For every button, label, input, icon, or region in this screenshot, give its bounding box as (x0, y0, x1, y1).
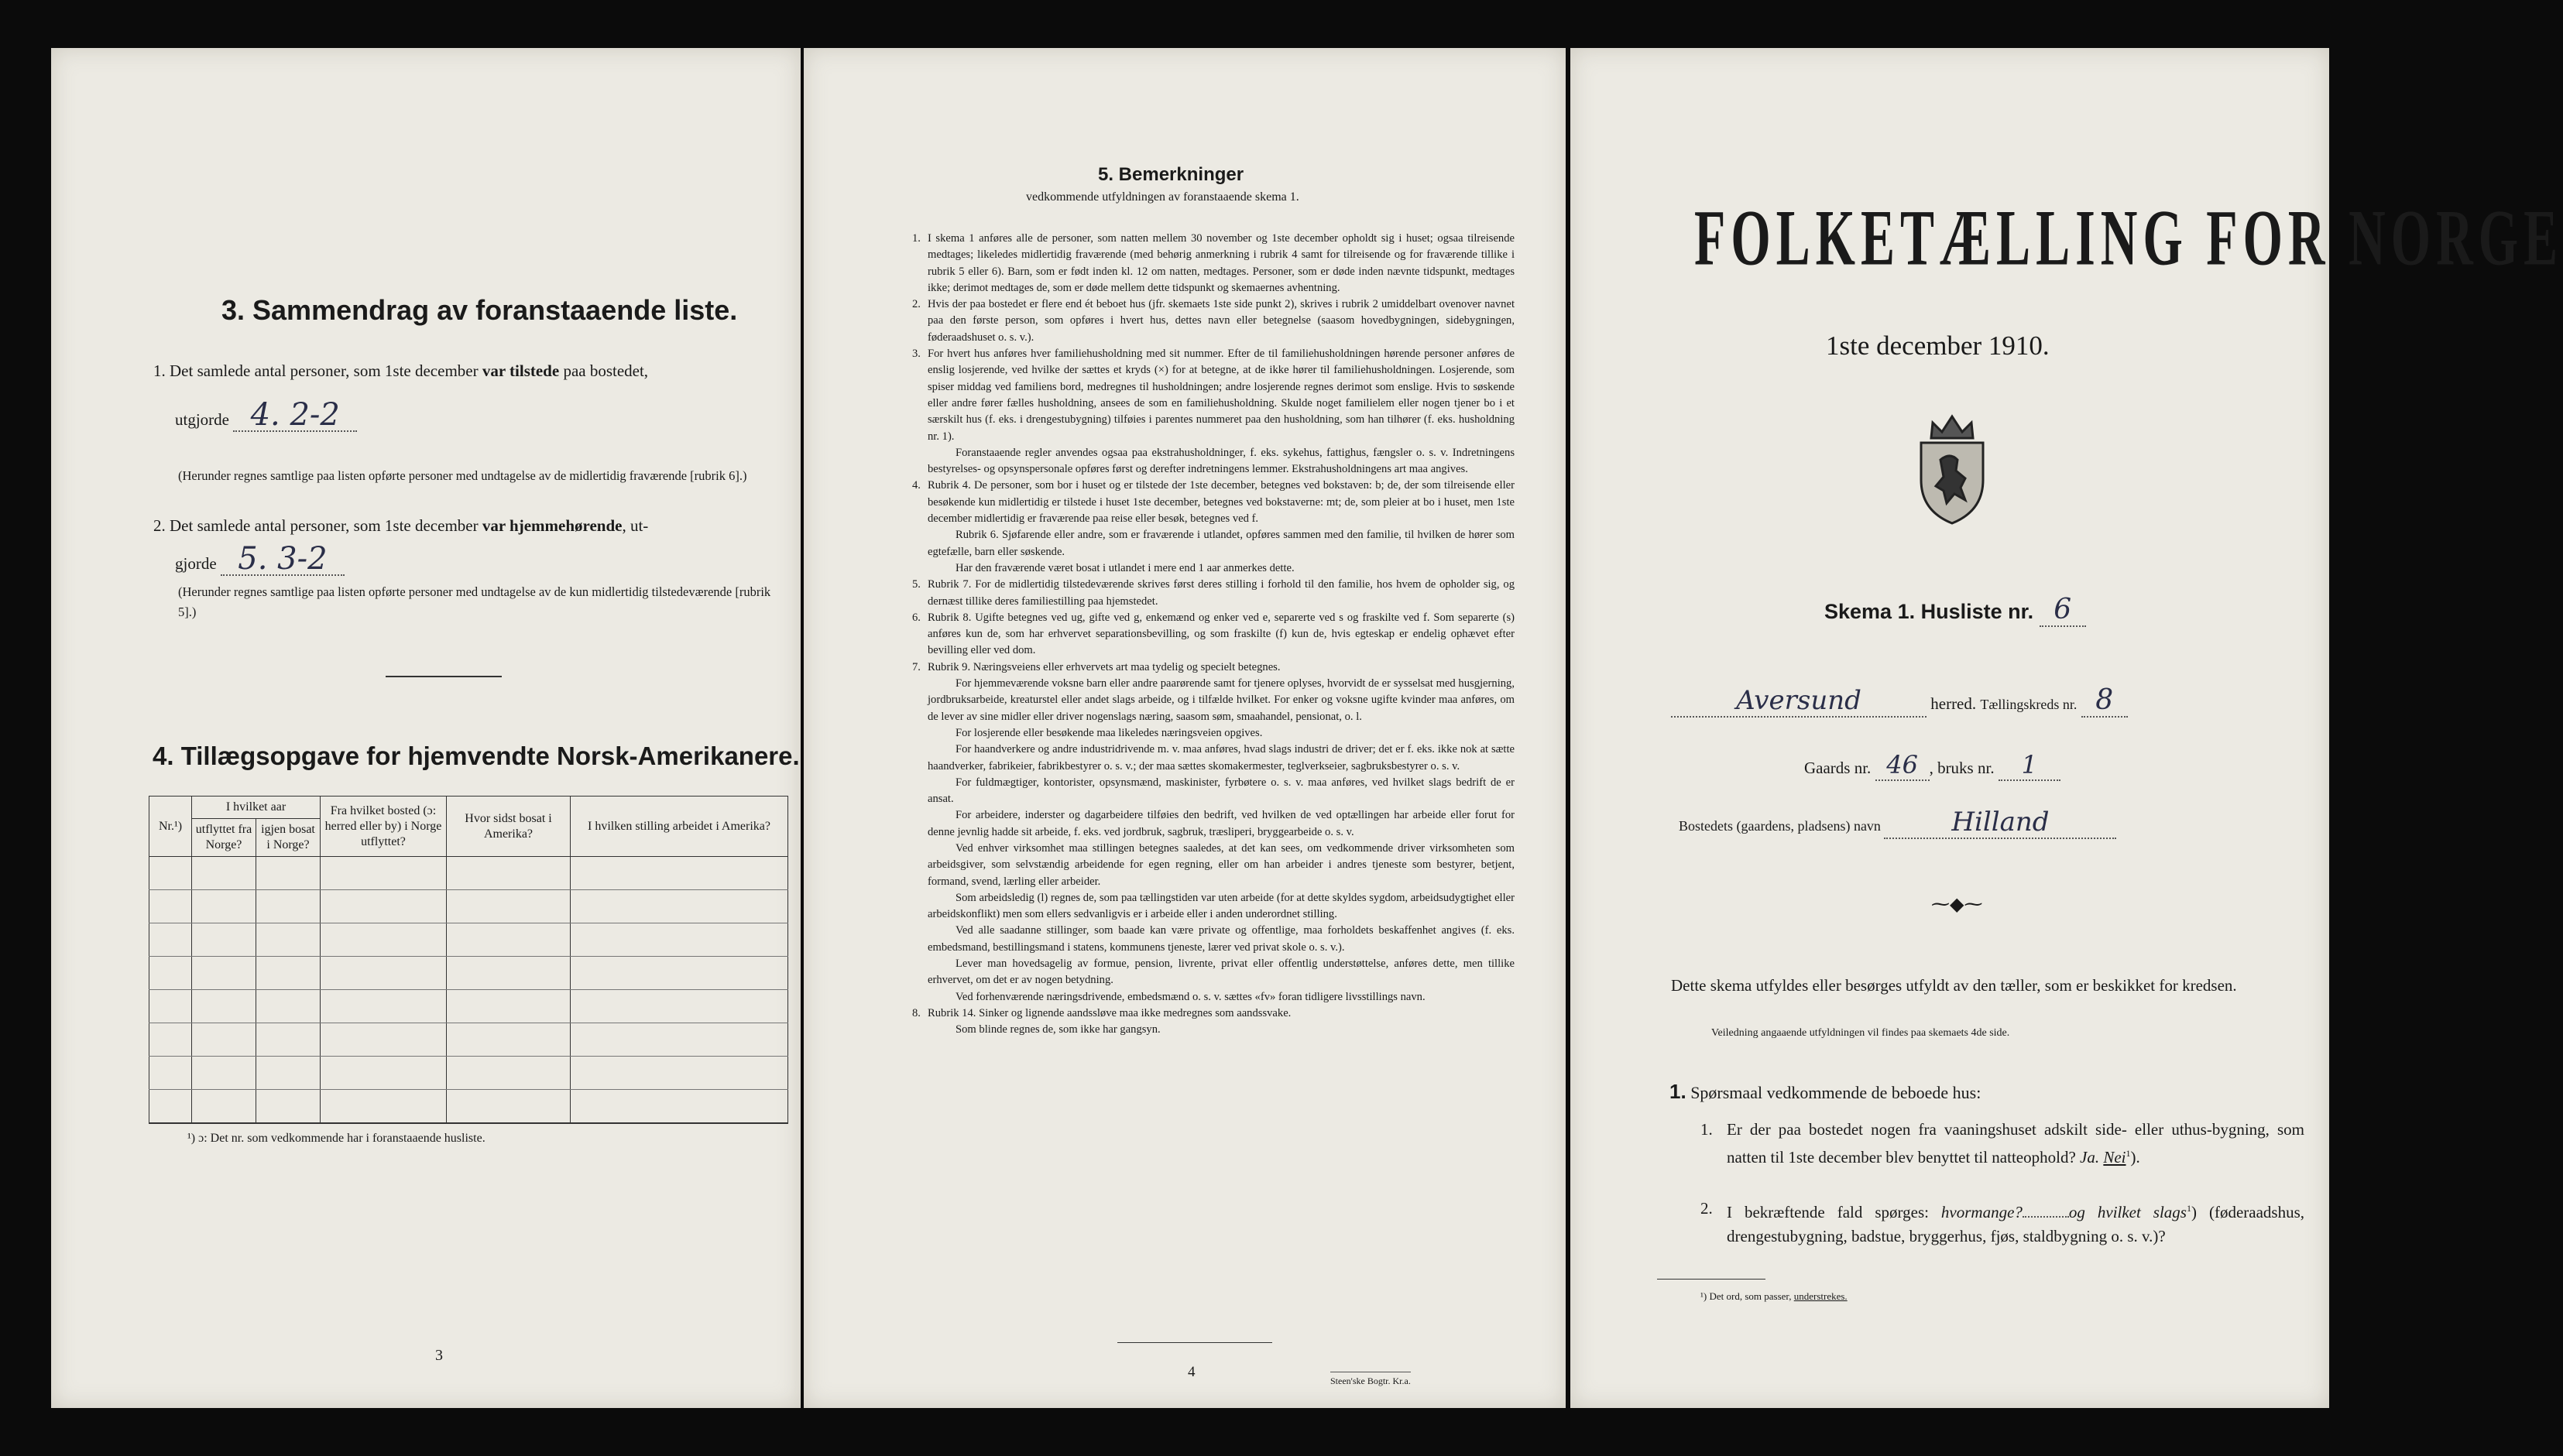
remark-text: Rubrik 14. Sinker og lignende aandssløve maa ikke medregnes som aandssvake. (928, 1006, 1292, 1019)
skema-label: Skema 1. Husliste nr. (1824, 600, 2034, 623)
remark-number: 8. (912, 1006, 921, 1019)
remark-item (912, 610, 1515, 659)
question-2-slags[interactable]: og hvilket slags (2068, 1203, 2187, 1221)
coat-of-arms-icon (1909, 412, 1995, 526)
question-1-text: Er der paa bostedet nogen fra vaaningshuset adskilt side- eller uthus-bygning, som natten til 1ste december blev benyttet til natteophold? (1727, 1120, 2304, 1167)
footnote-text: ¹) Det ord, som passer, (1700, 1290, 1792, 1302)
item-2-text-end: , ut- (622, 516, 649, 535)
page-number: 4 (1188, 1364, 1196, 1380)
veiledning-text: Veiledning angaaende utfyldningen vil findes paa skemaets 4de side. (1711, 1027, 2010, 1039)
remark-paragraph: For fuldmægtiger, kontorister, opsynsmænd, maskinister, fyrbøtere o. s. v. maa anføres, ved hvilket slags bedrift de er ansat. (928, 776, 1515, 806)
col-utflyttet: utflyttet fra Norge? (192, 819, 256, 857)
remark-text: Rubrik 8. Ugifte betegnes ved ug, gifte ved g, enkemænd og enker ved e, separerte ved s og fraskilte ved f. Som separerte (s) anføres kun de, som har erhvervet separationsbevilling, og som fraskilte (f) kun de, hvis egteskap er endelig ophævet efter bevilling eller ved dom. (928, 611, 1515, 657)
item-1-note: (Herunder regnes samtlige paa listen opførte personer med undtagelse av de midlertidig fraværende [rubrik 6].) (178, 468, 747, 483)
table-row (149, 923, 788, 957)
remark-item (912, 346, 1515, 478)
bruks-value[interactable]: 1 (1999, 750, 2060, 781)
section-1-heading (1669, 1080, 1981, 1104)
bosted-value[interactable]: Hilland (1884, 807, 2116, 839)
item-2-line (153, 514, 788, 538)
section-5-subheading: vedkommende utfyldningen av foranstaaende skema 1. (1026, 190, 1299, 204)
item-1-total-value[interactable]: 4. 2-2 (233, 399, 357, 432)
remark-paragraph: For haandverkere og andre industridrivende m. v. maa anføres, hvad slags industri de driver; det er f. eks. ikke nok at sætte haandverker, fabrikeier, fabrikbestyrer o. s. v.; der maa sættes skomakermester, teglverkseier, sagbruksbestyrer o. s. v. (928, 743, 1515, 773)
gaards-label: Gaards nr. (1804, 759, 1872, 777)
col-igjen-bosat: igjen bosat i Norge? (256, 819, 321, 857)
remark-paragraph: Ved forhenværende næringsdrivende, embedsmænd o. s. v. sættes «fv» foran tidligere livsstillings navn. (956, 990, 1426, 1003)
remark-paragraph: Lever man hovedsagelig av formue, pension, livrente, privat eller offentlig understøttelse, anføres dette, men tillike erhvervet, om det er av nogen betydning. (928, 958, 1515, 987)
herred-line (1671, 684, 2128, 718)
item-2-total-value[interactable]: 5. 3-2 (221, 543, 345, 576)
remark-item (912, 577, 1515, 610)
remark-paragraph: Ved enhver virksomhet maa stillingen betegnes saaledes, at det kan sees, om vedkommende driver virksomheten som arbeidsgiver, som selvstændig arbeidende for egen regning, eller om han arbeider i andres tjeneste som bestyrer, betjent, formand, svend, lærling eller arbeider. (928, 841, 1515, 888)
ornament-icon: ⁓◆⁓ (1931, 895, 1983, 915)
form-title: FOLKETÆLLING FOR NORGE (1694, 194, 2563, 283)
herred-label: herred. (1930, 694, 1977, 713)
remark-item (912, 231, 1515, 296)
kreds-value[interactable]: 8 (2081, 684, 2128, 718)
remark-number: 2. (912, 298, 921, 311)
kreds-label: Tællingskreds nr. (1980, 697, 2078, 712)
remark-number: 1. (912, 232, 921, 245)
remark-paragraph: For hjemmeværende voksne barn eller andre paarørende samt for tjenere oplyses, hvorvidt de er sysselsat med husgjerning, jordbruksarbeide, kreaturstel eller andet slags arbeide, og i tilfælde hvilket. For enker og voksne ugifte kvinder maa anføres, om de lever av sine midler eller driver nogenslags næring, saasom søm, smaahandel, pensionat, o. l. (928, 677, 1515, 723)
bosted-line (1679, 807, 2116, 839)
table-row (149, 1057, 788, 1090)
table-row (149, 990, 788, 1023)
divider (386, 676, 502, 677)
col-hvor-bosat: Hvor sidst bosat i Amerika? (447, 797, 571, 857)
question-2-number: 2. (1700, 1199, 1713, 1218)
norsk-amerikanere-table (149, 796, 788, 1124)
remark-paragraph: Som blinde regnes de, som ikke har gangsyn. (956, 1023, 1161, 1036)
remark-item (912, 296, 1515, 346)
item-1-utgjorde-label: utgjorde (175, 410, 229, 429)
remark-paragraph: Ved alle saadanne stillinger, som baade kan være private og offentlige, maa forholdets beskaffenhet angives (f. eks. embedsmand, bestillingsmand i statens, kommunens tjeneste, lærer ved privat skole o. s. v.). (928, 924, 1515, 954)
item-1-line (153, 359, 788, 383)
footnote-underlined: understrekes. (1793, 1290, 1848, 1302)
husliste-number[interactable]: 6 (2040, 594, 2086, 627)
remark-number: 7. (912, 660, 921, 673)
remark-text: Hvis der paa bostedet er flere end ét beboet hus (jfr. skemaets 1ste side punkt 2), skrives i rubrik 2 umiddelbart ovenover navnet paa den første person, som opføres i hvert hus, dettes navn eller betegnelse (saasom hovedbygningen, sidebygningen, føderaadshuset o. s. v.). (928, 298, 1515, 344)
table-row (149, 1023, 788, 1057)
remark-number: 4. (912, 479, 921, 492)
remarks-list (912, 231, 1515, 1039)
bruks-label: , bruks nr. (1929, 759, 1995, 777)
item-1-total-line (175, 399, 357, 432)
remark-paragraph: Som arbeidsledig (l) regnes de, som paa tællingstiden var uten arbeide (for at dette skyldes sygdom, arbeidsudygtighet eller arbeidskonflikt) men som ellers sedvanligvis er i arbeide eller i anden underordnet stilling. (928, 891, 1515, 921)
bosted-label: Bostedets (gaardens, pladsens) navn (1679, 818, 1881, 834)
table-row (149, 890, 788, 923)
item-2-gjorde-label: gjorde (175, 554, 217, 573)
item-1-bold: var tilstede (482, 361, 560, 380)
remark-text: Rubrik 4. De personer, som bor i huset og er tilstede der 1ste december, betegnes ved bokstaven: b; de, der som tilreisende eller besøkende kun midlertidig er tilstede i huset 1ste december, betegnes ved bokstaverne: mt; de, som pleier at bo i huset, men 1ste december midlertidig er fraværende paa reise eller besøk, betegnes ved f. (928, 479, 1515, 526)
answer-nei[interactable]: Nei (2103, 1148, 2126, 1167)
page-number: 3 (435, 1347, 443, 1364)
footnote-rule (1657, 1279, 1765, 1280)
page-1-cover (1570, 48, 2563, 1408)
item-1-text-end: paa bostedet, (559, 361, 649, 380)
item-2-text: 2. Det samlede antal personer, som 1ste december (153, 516, 482, 535)
census-date: 1ste december 1910. (1826, 331, 2050, 361)
herred-value[interactable]: Aversund (1671, 685, 1927, 718)
remark-paragraph: Har den fraværende været bosat i utlandet i mere end 1 aar anmerkes dette. (956, 561, 1295, 574)
item-2-bold: var hjemmehørende (482, 516, 623, 535)
col-fra-bosted: Fra hvilket bosted (ɔ: herred eller by) i Norge utflyttet? (321, 797, 447, 857)
remark-number: 3. (912, 348, 921, 361)
gaards-value[interactable]: 46 (1875, 750, 1930, 781)
remark-item (912, 478, 1515, 577)
section-4-heading: 4. Tillægsopgave for hjemvendte Norsk-Amerikanere. (153, 742, 800, 770)
col-group-year: I hvilket aar (192, 797, 321, 819)
remark-number: 5. (912, 578, 921, 591)
answer-ja[interactable]: Ja. (2080, 1148, 2100, 1167)
question-2-examples: (føderaadshus, drengestubygning, badstue, bryggerhus, fjøs, staldbygning o. s. v.)? (1727, 1203, 2304, 1245)
page-3 (51, 48, 801, 1408)
remark-text: I skema 1 anføres alle de personer, som natten mellem 30 november og 1ste december opholdt sig i huset; ogsaa tilreisende medtages; likeledes midlertidig fraværende (med behørig anmerkning i rubrik 4 samt for tilreisende og for fraværende tillike i rubrik 5 eller 6). Barn, som er født inden kl. 12 om natten, medtages. Personer, som er døde inden nævnte tidspunkt, medtages ikke; derimot medtages de, som er døde mellem dette tidspunkt og skemaernes avhentning. (928, 232, 1515, 294)
table-row (149, 857, 788, 890)
question-2-hvormange[interactable]: hvormange? (1940, 1203, 2023, 1221)
remark-paragraph: For arbeidere, inderster og dagarbeidere tilføies den bedrift, ved hvilken de ved optællingen har arbeide eller forut for denne jevnlig hadde sit arbeide, f. eks. ved jordbruk, sagbruk, træsliperi, bryggearbeide o. s. v. (928, 809, 1515, 838)
question-1-number: 1. (1700, 1120, 1713, 1139)
question-2-text: I bekræftende fald spørges: (1727, 1203, 1929, 1221)
section-1-text: Spørsmaal vedkommende de beboede hus: (1690, 1083, 1981, 1102)
remark-text: Rubrik 9. Næringsveiens eller erhvervets art maa tydelig og specielt betegnes. (928, 660, 1281, 673)
gaards-line (1804, 750, 2060, 781)
remark-number: 6. (912, 611, 921, 624)
divider (1117, 1342, 1272, 1343)
section-3-heading: 3. Sammendrag av foranstaaende liste. (221, 294, 738, 326)
remark-text: Rubrik 7. For de midlertidig tilstedeværende skrives først deres stilling i forhold til den familie, hos hvem de opholder sig, og dernæst tillike deres familiestilling paa hjemstedet. (928, 578, 1515, 608)
remark-text: For hvert hus anføres hver familiehusholdning med sit nummer. Efter de til familiehusholdningen hørende personer anføres de enslig losjerende, ved hvilke der sættes et kryds (×) for at betegne, at de ikke hører til familiehusholdningen. Losjerende, som spiser middag ved familiens bord, medregnes til husholdningen; andre losjerende regnes derimot som enslige. Hvis to søskende eller andre fører fælles husholdning, ansees de som en familiehusholdning. Skulde noget familielem eller nogen tjener bo i et særskilt hus (f. eks. i drengestubygning) tilføies i parentes nummeret paa den husholdning, som han tilhører (f. eks. husholdning nr. 1). (928, 348, 1515, 443)
footnote (1700, 1290, 1848, 1303)
item-1-text: 1. Det samlede antal personer, som 1ste december (153, 361, 482, 380)
item-2-note: (Herunder regnes samtlige paa listen opførte personer med undtagelse av de kun midlertidig tilstedeværende [rubrik 5].) (178, 584, 771, 619)
col-stilling: I hvilken stilling arbeidet i Amerika? (571, 797, 788, 857)
intro-text: Dette skema utfyldes eller besørges utfyldt av den tæller, som er beskikket for kredsen. (1671, 976, 2237, 995)
remark-item (912, 1005, 1515, 1039)
col-nr: Nr.¹) (149, 797, 192, 857)
printer-mark: Steen'ske Bogtr. Kr.a. (1330, 1372, 1411, 1387)
section-1-number: 1. (1669, 1080, 1686, 1103)
remark-paragraph: Rubrik 6. Sjøfarende eller andre, som er fraværende i utlandet, opføres sammen med den familie, til hvilken de hører som egtefælle, barn eller søskende. (928, 529, 1515, 558)
remark-paragraph: For losjerende eller besøkende maa likeledes næringsveien opgives. (956, 726, 1263, 739)
skema-line (1824, 594, 2086, 627)
item-2-total-line (175, 543, 345, 576)
remark-item (912, 659, 1515, 1005)
table-footnote: ¹) ɔ: Det nr. som vedkommende har i foranstaaende husliste. (187, 1132, 485, 1145)
question-1: 1. Er der paa bostedet nogen fra vaaningshuset adskilt side- eller uthus-bygning, som natten til 1ste december blev benyttet til natteophold? Ja. Nei$^1$). (1700, 1118, 2304, 1170)
table-row (149, 957, 788, 990)
section-5-heading: 5. Bemerkninger (1098, 164, 1244, 185)
remark-paragraph: Foranstaaende regler anvendes ogsaa paa ekstrahusholdninger, f. eks. sykehus, fattighus, fængsler o. s. v. Indretningens bestyrelses- og opsynspersonale opføres først og derefter indretningens lemmer. Ekstrahusholdningens art maa angives. (928, 446, 1515, 476)
table-row (149, 1090, 788, 1124)
page-4 (804, 48, 1566, 1408)
question-2: 2. I bekræftende fald spørges: hvormange? og hvilket slags$^1$) (føderaadshus, drengestubygning, badstue, bryggerhus, fjøs, staldbygning o. s. v.)? (1700, 1197, 2304, 1249)
